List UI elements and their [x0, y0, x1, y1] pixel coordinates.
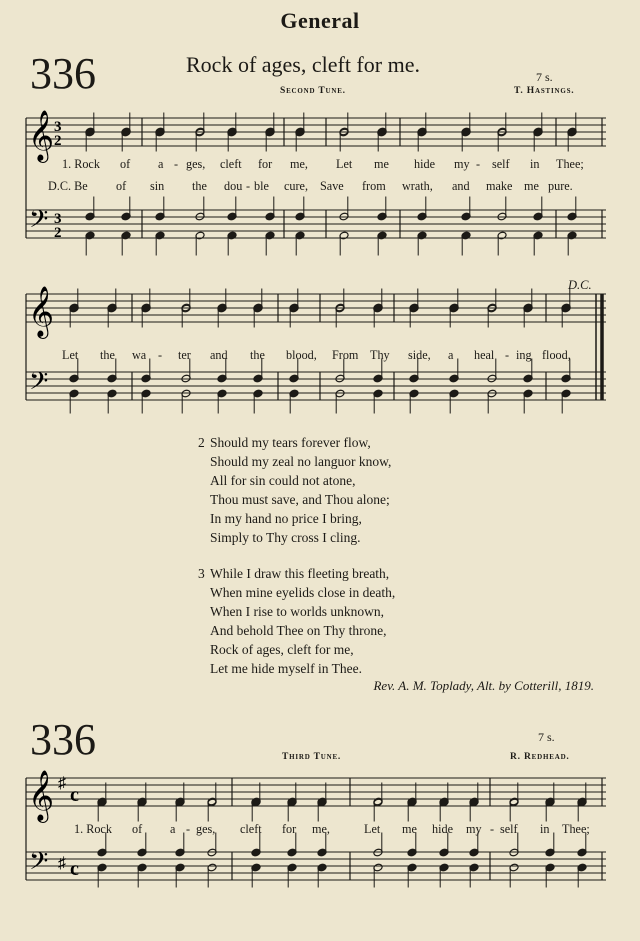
lyric-syllable: -: [490, 822, 495, 836]
stanza-line: Rock of ages, cleft for me,: [210, 641, 354, 657]
lyric-syllable: and: [210, 348, 228, 362]
lyric-syllable: ges,: [196, 822, 216, 836]
sharp-icon: ♯: [58, 775, 66, 792]
time-signature: 3: [54, 119, 62, 135]
staff-bass-1: [26, 210, 606, 238]
stanza-line: In my hand no price I bring,: [210, 510, 362, 526]
bass-clef-icon: 𝄢: [29, 368, 49, 401]
lyric-syllable: my: [454, 157, 470, 171]
lyric-syllable: D.C. Be: [48, 179, 88, 193]
lyric-syllable: -: [158, 348, 163, 362]
stanza-number: 3: [198, 566, 205, 581]
lyric-syllable: heal: [474, 348, 495, 362]
lyric-syllable: 1. Rock: [62, 157, 100, 171]
lyric-syllable: of: [116, 179, 127, 193]
lyric-syllable: me,: [312, 822, 330, 836]
lyric-syllable: cleft: [240, 822, 262, 836]
lyric-syllable: ble: [254, 179, 269, 193]
lyric-syllable: of: [132, 822, 143, 836]
lyric-syllable: Let: [364, 822, 381, 836]
lyric-syllable: Let: [336, 157, 353, 171]
lyric-syllable: me: [524, 179, 539, 193]
stanza-line: When I rise to worlds unknown,: [210, 603, 384, 619]
attribution: Rev. A. M. Toplady, Alt. by Cotterill, 1819.: [373, 678, 594, 693]
lyric-syllable: From: [332, 348, 359, 362]
lyric-syllable: dou: [224, 179, 243, 193]
lyric-syllable: -: [476, 157, 481, 171]
lyric-syllable: ing: [516, 348, 532, 362]
lyric-syllable: make: [486, 179, 513, 193]
staff-bass-3: [26, 852, 606, 880]
lyric-syllable: my: [466, 822, 482, 836]
lyric-syllable: the: [100, 348, 115, 362]
lyric-syllable: flood,: [542, 348, 571, 362]
lyric-syllable: -: [174, 157, 179, 171]
stanza-line: Let me hide myself in Thee.: [210, 660, 362, 676]
lyric-syllable: self: [492, 157, 510, 171]
lyric-syllable: hide: [414, 157, 435, 171]
treble-clef-icon: 𝄞: [28, 771, 55, 820]
time-signature: 2: [54, 225, 62, 241]
stanza-number: 2: [198, 435, 205, 450]
time-signature: 2: [54, 133, 62, 149]
lyric-syllable: blood,: [286, 348, 317, 362]
bass-clef-icon: 𝄢: [29, 848, 49, 881]
lyric-syllable: me,: [290, 157, 308, 171]
lyric-syllable: from: [362, 179, 386, 193]
lyric-syllable: pure.: [548, 179, 573, 193]
stanza-3: [198, 565, 395, 678]
lyric-syllable: Save: [320, 179, 344, 193]
music-system-3: [0, 764, 640, 924]
stanza-line: Simply to Thy cross I cling.: [210, 529, 361, 545]
lyric-syllable: in: [530, 157, 540, 171]
stanza-line: When mine eyelids close in death,: [210, 584, 396, 600]
lyric-syllable: ges,: [186, 157, 206, 171]
lyric-syllable: a: [158, 157, 164, 171]
lyric-syllable: the: [250, 348, 265, 362]
meter-label: 7 s.: [538, 730, 555, 744]
barlines-1: [26, 118, 602, 238]
lyric-syllable: in: [540, 822, 550, 836]
tune-label: Third Tune.: [282, 752, 342, 762]
lyric-syllable: self: [500, 822, 518, 836]
stanza-line: Thou must save, and Thou alone;: [210, 491, 390, 507]
lyric-syllable: -: [505, 348, 510, 362]
lyric-syllable: 1. Rock: [74, 822, 112, 836]
lyric-syllable: Thy: [370, 348, 390, 362]
lyric-syllable: cure,: [284, 179, 309, 193]
treble-clef-icon: 𝄞: [28, 111, 55, 160]
hymn-title: Rock of ages, cleft for me.: [186, 52, 420, 77]
hymn-number: 336: [30, 49, 96, 98]
lyric-syllable: cleft: [220, 157, 242, 171]
lyric-syllable: the: [192, 179, 207, 193]
stanza-2: [198, 434, 391, 547]
lyric-syllable: a: [170, 822, 176, 836]
stanza-line: Should my zeal no languor know,: [210, 453, 392, 469]
common-time-icon: c: [70, 858, 79, 880]
lyric-syllable: a: [448, 348, 454, 362]
staff-treble-3: [26, 778, 606, 806]
lyric-syllable: sin: [150, 179, 165, 193]
lyric-syllable: and: [452, 179, 470, 193]
stanza-line: While I draw this fleeting breath,: [210, 566, 390, 581]
stanza-line: Should my tears forever flow,: [210, 435, 371, 450]
lyric-syllable: me: [402, 822, 417, 836]
treble-clef-icon: 𝄞: [28, 287, 55, 336]
lyric-syllable: for: [258, 157, 273, 171]
common-time-icon: c: [70, 784, 79, 806]
hymn-number: 336: [30, 715, 96, 764]
composer-label: T. Hastings.: [514, 86, 575, 96]
lyric-syllable: for: [282, 822, 297, 836]
lyric-syllable: me: [374, 157, 389, 171]
composer-label: R. Redhead.: [510, 752, 570, 762]
lyric-syllable: side,: [408, 348, 431, 362]
lyric-syllable: Thee;: [556, 157, 584, 171]
stanza-line: And behold Thee on Thy throne,: [210, 622, 387, 638]
music-system-2: [0, 274, 640, 414]
dc-mark: D.C.: [568, 278, 592, 292]
lyric-syllable: of: [120, 157, 131, 171]
lyric-syllable: Thee;: [562, 822, 590, 836]
bass-clef-icon: 𝄢: [29, 206, 49, 239]
time-signature: 3: [54, 211, 62, 227]
meter-label: 7 s.: [536, 70, 553, 84]
section-header: General: [280, 8, 360, 33]
lyric-syllable: wrath,: [402, 179, 433, 193]
lyric-syllable: hide: [432, 822, 453, 836]
lyric-syllable: ter: [178, 348, 191, 362]
sharp-icon: ♯: [58, 855, 66, 872]
stanza-line: All for sin could not atone,: [210, 472, 356, 488]
lyric-syllable: -: [186, 822, 191, 836]
tune-label: Second Tune.: [280, 86, 346, 96]
lyric-syllable: wa: [132, 348, 147, 362]
lyric-syllable: Let: [62, 348, 79, 362]
lyric-syllable: -: [246, 179, 251, 193]
staff-treble-1: [26, 118, 606, 146]
